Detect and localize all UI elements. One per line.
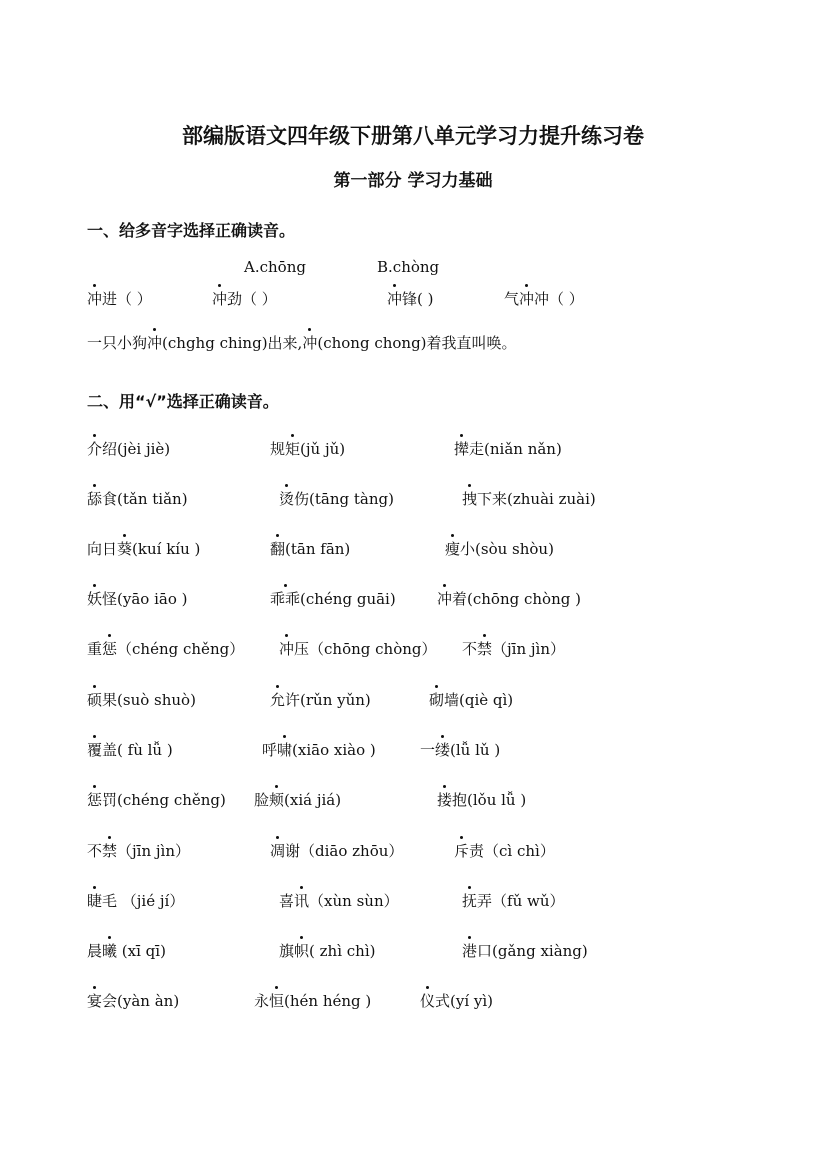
pinyin-choice-item: 向日葵(kuí kíu ) — [87, 540, 201, 558]
dotted-char: 斥 — [454, 842, 470, 860]
pinyin-choice-item: 睫毛 （jié jí） — [87, 892, 185, 910]
dotted-char: 矩 — [285, 440, 301, 458]
dotted-char: 港 — [462, 942, 478, 960]
dotted-char: 撵 — [454, 440, 470, 458]
polyphone-item: 冲锋( ) — [387, 290, 434, 308]
pinyin-choice-item: 凋谢（diāo zhōu） — [270, 842, 404, 860]
pinyin-choice-item: 港口(gǎng xiàng) — [462, 942, 588, 960]
dotted-char: 冲 — [279, 640, 295, 658]
pinyin-choice-item: 冲着(chōng chòng ) — [437, 590, 581, 608]
pinyin-choice-item: 允许(rǔn yǔn) — [270, 691, 371, 709]
dotted-char: 翻 — [270, 540, 286, 558]
pinyin-choice-item: 砌墙(qiè qì) — [429, 691, 514, 709]
pinyin-choice-item: 覆盖( fù lǚ ) — [87, 741, 173, 759]
pinyin-choice-item: 永恒(hén héng ) — [254, 992, 372, 1010]
dotted-char: 乖乖 — [270, 590, 301, 608]
pinyin-choice-item: 冲压（chōng chòng） — [279, 640, 437, 658]
pinyin-choice-item: 撵走(niǎn nǎn) — [454, 440, 562, 458]
pinyin-choice-item: 重惩（chéng chěng） — [87, 640, 245, 658]
dotted-char: 禁 — [102, 842, 118, 860]
pinyin-choice-item: 惩罚(chéng chěng) — [87, 791, 226, 809]
pinyin-choice-item: 妖怪(yāo iāo ) — [87, 590, 188, 608]
pinyin-choice-item: 舔食(tǎn tiǎn) — [87, 490, 188, 508]
dotted-char: 冲 — [437, 590, 453, 608]
example-sentence: 一只小狗冲(chghg ching)出来,冲(chong chong)着我直叫唤。 — [87, 334, 517, 352]
pinyin-choice-item: 旗帜( zhì chì) — [279, 942, 376, 960]
dotted-char: 冲 — [147, 334, 163, 352]
option-a: A.chōng — [244, 258, 306, 276]
dotted-char: 葵 — [117, 540, 133, 558]
dotted-char: 妖 — [87, 590, 103, 608]
dotted-char: 冲 — [387, 290, 403, 308]
dotted-char: 惩 — [102, 640, 118, 658]
pinyin-choice-item: 宴会(yàn àn) — [87, 992, 180, 1010]
dotted-char: 睫 — [87, 892, 103, 910]
pinyin-choice-item: 拽下来(zhuài zuài) — [462, 490, 596, 508]
dotted-char: 曦 — [102, 942, 118, 960]
pinyin-choice-item: 脸颊(xiá jiá) — [254, 791, 342, 809]
polyphone-item: 气冲冲（ ） — [504, 290, 584, 308]
pinyin-choice-item: 不禁（jīn jìn） — [462, 640, 566, 658]
pinyin-choice-item: 规矩(jǔ jǔ) — [270, 440, 346, 458]
polyphone-item: 冲劲（ ） — [212, 290, 277, 308]
dotted-char: 冲 — [519, 290, 535, 308]
dotted-char: 仪 — [420, 992, 436, 1010]
pinyin-choice-item: 硕果(suò shuò) — [87, 691, 196, 709]
pinyin-choice-item: 瘦小(sòu shòu) — [445, 540, 554, 558]
dotted-char: 舔 — [87, 490, 103, 508]
option-b: B.chòng — [377, 258, 440, 276]
dotted-char: 宴 — [87, 992, 103, 1010]
dotted-char: 禁 — [477, 640, 493, 658]
section2-heading: 二、用“√”选择正确读音。 — [87, 392, 279, 411]
pinyin-choice-item: 翻(tān fān) — [270, 540, 351, 558]
dotted-char: 颊 — [269, 791, 285, 809]
page-title: 部编版语文四年级下册第八单元学习力提升练习卷 — [182, 124, 644, 148]
dotted-char: 冲 — [212, 290, 228, 308]
section1-heading: 一、给多音字选择正确读音。 — [87, 221, 296, 240]
dotted-char: 帜 — [294, 942, 310, 960]
polyphone-item: 冲进（ ） — [87, 290, 152, 308]
dotted-char: 缕 — [435, 741, 451, 759]
pinyin-choice-item: 一缕(lǚ lǔ ) — [420, 741, 501, 759]
pinyin-choice-item: 搂抱(lǒu lǚ ) — [437, 791, 527, 809]
pinyin-choice-item: 抚弄（fǔ wǔ） — [462, 892, 565, 910]
dotted-char: 允 — [270, 691, 286, 709]
dotted-char: 硕 — [87, 691, 103, 709]
dotted-char: 冲 — [87, 290, 103, 308]
pinyin-choice-item: 烫伤(tāng tàng) — [279, 490, 394, 508]
dotted-char: 介 — [87, 440, 103, 458]
dotted-char: 烫 — [279, 490, 295, 508]
dotted-char: 瘦 — [445, 540, 461, 558]
pinyin-choice-item: 不禁（jīn jìn） — [87, 842, 191, 860]
pinyin-choice-item: 喜讯（xùn sùn） — [279, 892, 399, 910]
dotted-char: 覆 — [87, 741, 103, 759]
pinyin-choice-item: 呼啸(xiāo xiào ) — [262, 741, 376, 759]
dotted-char: 抚 — [462, 892, 478, 910]
pinyin-choice-item: 仪式(yí yì) — [420, 992, 494, 1010]
pinyin-choice-item: 斥责（cì chì） — [454, 842, 555, 860]
dotted-char: 砌 — [429, 691, 445, 709]
dotted-char: 搂 — [437, 791, 453, 809]
dotted-char: 讯 — [294, 892, 310, 910]
dotted-char: 惩 — [87, 791, 103, 809]
pinyin-choice-item: 乖乖(chéng guāi) — [270, 590, 396, 608]
dotted-char: 拽 — [462, 490, 478, 508]
pinyin-choice-item: 介绍(jèi jiè) — [87, 440, 171, 458]
page-subtitle: 第一部分 学习力基础 — [333, 171, 493, 191]
dotted-char: 凋 — [270, 842, 286, 860]
pinyin-choice-item: 晨曦 (xī qī) — [87, 942, 166, 960]
dotted-char: 冲 — [302, 334, 318, 352]
dotted-char: 恒 — [269, 992, 285, 1010]
dotted-char: 啸 — [277, 741, 293, 759]
